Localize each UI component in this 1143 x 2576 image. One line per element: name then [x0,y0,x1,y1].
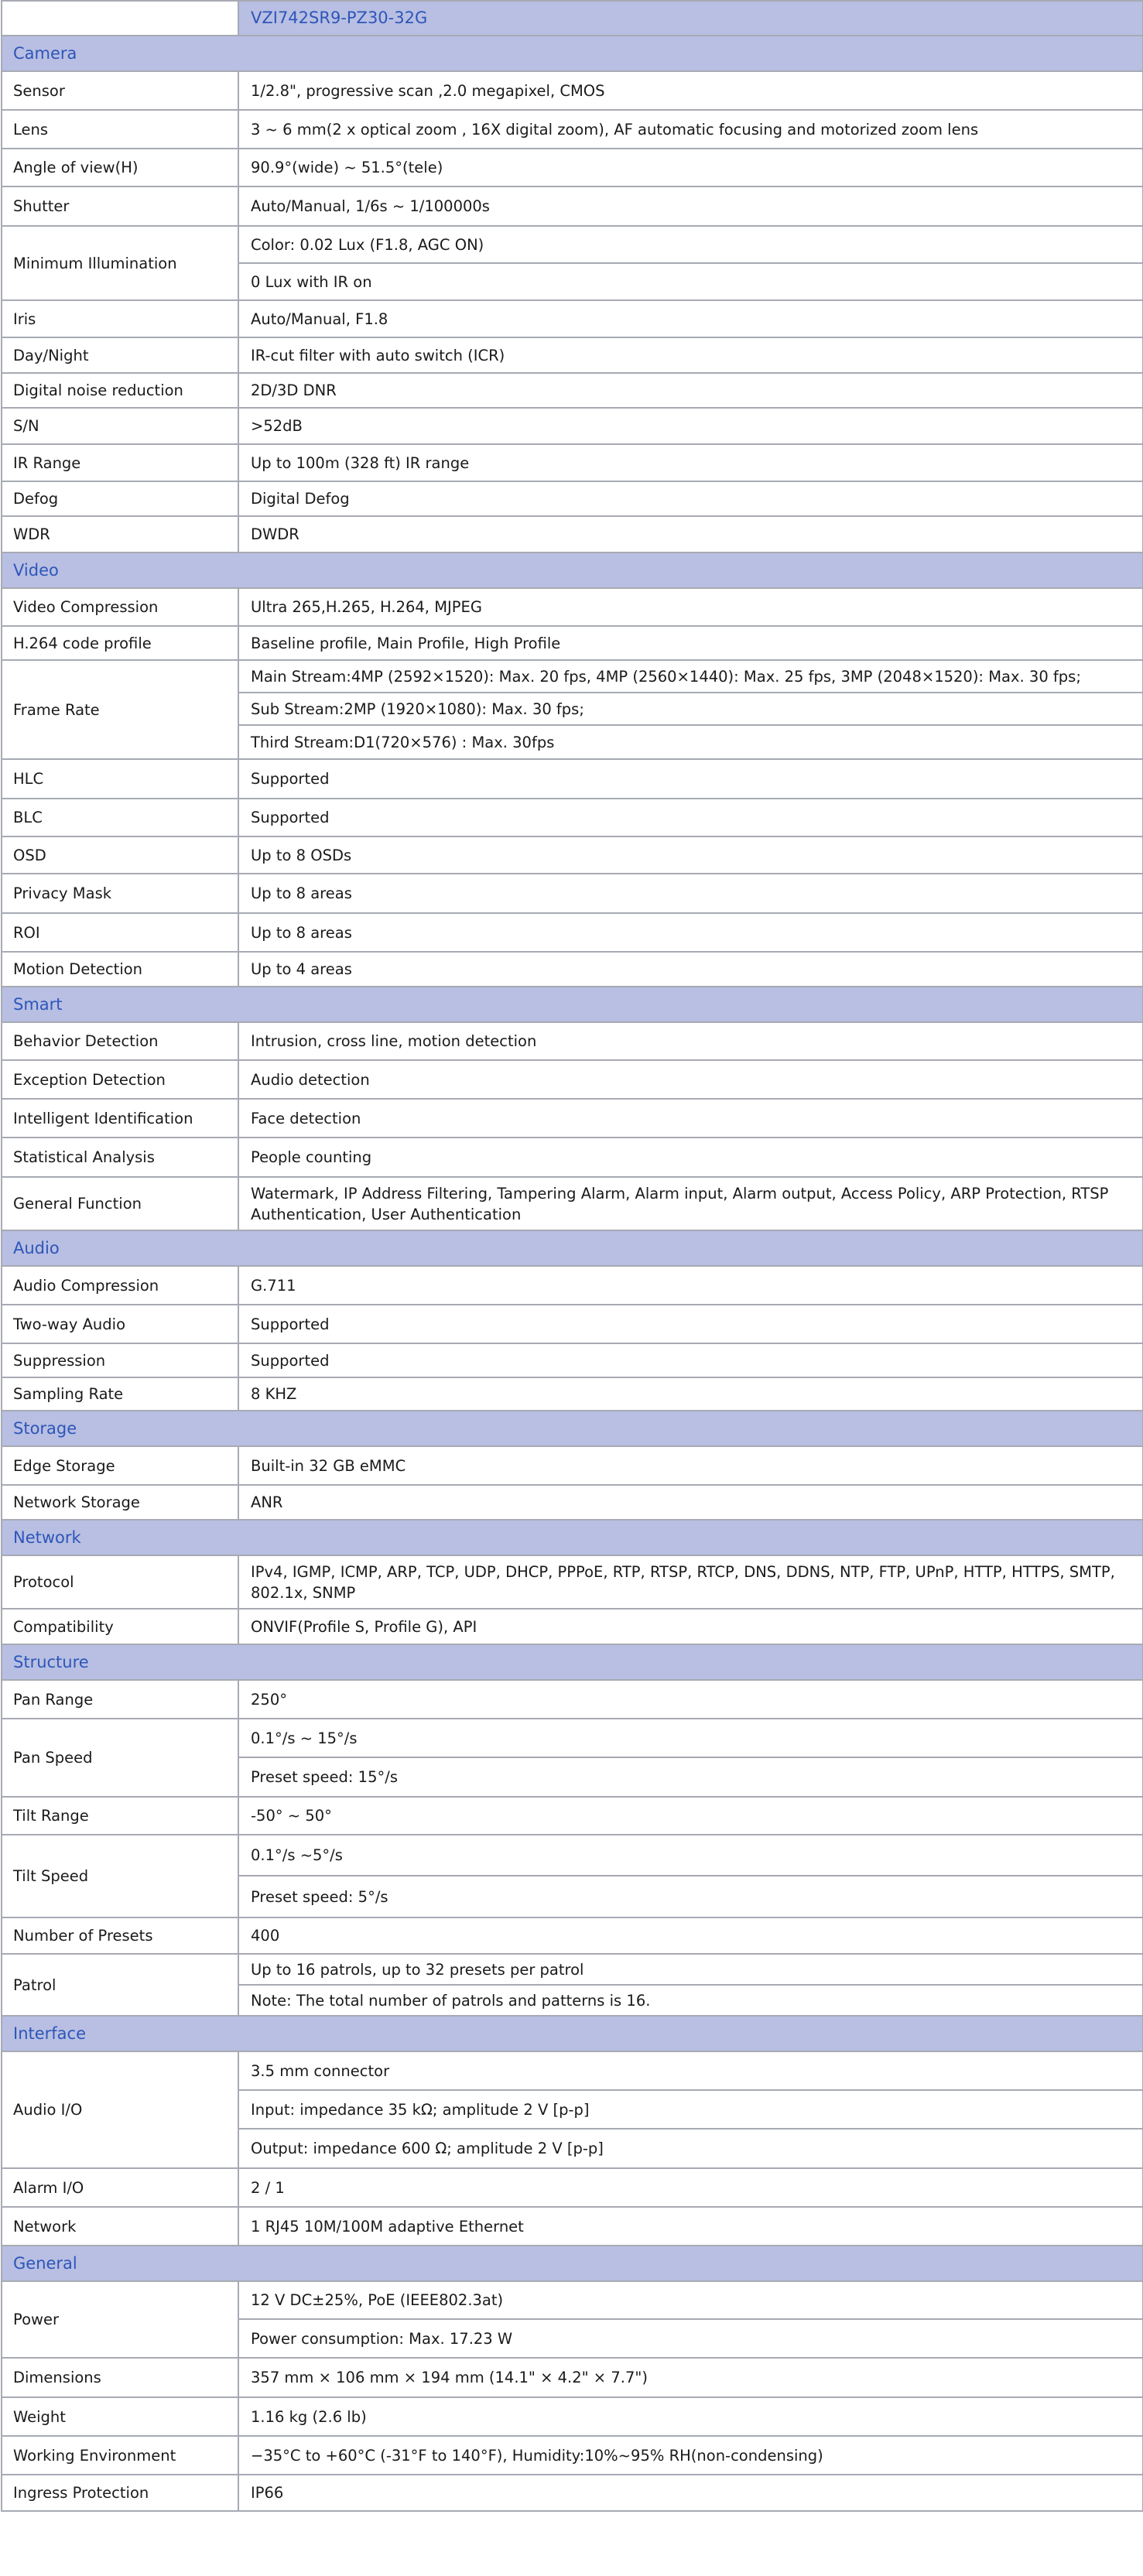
spec-row-lens [2,110,1143,149]
spec-row-iris [2,300,1143,337]
spec-value: Up to 8 areas [238,913,1143,952]
spec-value: 1/2.8", progressive scan ,2.0 megapixel, CMOS [238,71,1143,110]
spec-value: Ultra 265,H.265, H.264, MJPEG [238,588,1143,626]
spec-value: Preset speed: 5°/s [238,1876,1143,1917]
spec-value: Output: impedance 600 Ω; amplitude 2 V [p-p] [238,2129,1143,2168]
spec-label: S/N [2,408,238,444]
spec-label: Audio I/O [2,2051,238,2168]
spec-row-power [2,2281,1143,2319]
spec-label: IR Range [2,444,238,481]
spec-value: 3 ~ 6 mm(2 x optical zoom , 16X digital zoom), AF automatic focusing and motorized zoom lens [238,110,1143,149]
section-header-network [2,1520,1143,1555]
spec-value: 90.9°(wide) ~ 51.5°(tele) [238,149,1143,186]
spec-row-privacy-mask [2,874,1143,913]
spec-label: Network [2,2207,238,2246]
spec-value: 2D/3D DNR [238,373,1143,408]
spec-row-pan-speed [2,1719,1143,1757]
spec-label: Power [2,2281,238,2358]
section-header-camera [2,36,1143,71]
spec-table [1,0,1143,2512]
spec-label: Motion Detection [2,952,238,987]
spec-row-network [2,2207,1143,2246]
spec-row-wdr [2,516,1143,552]
section-header-structure [2,1644,1143,1680]
spec-label: Working Environment [2,2436,238,2475]
spec-value: Input: impedance 35 kΩ; amplitude 2 V [p-p] [238,2090,1143,2129]
spec-row-dimensions [2,2358,1143,2397]
spec-row-minimum-illumination [2,226,1143,263]
spec-row-angle-of-view-h [2,149,1143,186]
spec-label: Pan Speed [2,1719,238,1797]
section-title: Network [2,1520,1143,1555]
section-title: Storage [2,1411,1143,1446]
spec-row-s-n [2,408,1143,444]
spec-value: G.711 [238,1266,1143,1305]
spec-label: Iris [2,300,238,337]
spec-row-patrol [2,1954,1143,1985]
spec-row-defog [2,481,1143,516]
spec-value: Supported [238,1343,1143,1377]
spec-value: Color: 0.02 Lux (F1.8, AGC ON) [238,226,1143,263]
spec-value: Auto/Manual, 1/6s ~ 1/100000s [238,186,1143,226]
spec-row-ir-range [2,444,1143,481]
spec-row-intelligent-identification [2,1099,1143,1137]
spec-label: Frame Rate [2,660,238,759]
section-title: Interface [2,2016,1143,2051]
spec-label: Angle of view(H) [2,149,238,186]
spec-label: Two-way Audio [2,1305,238,1343]
spec-row-weight [2,2397,1143,2436]
spec-label: BLC [2,799,238,836]
section-title: Structure [2,1644,1143,1680]
spec-value: -50° ~ 50° [238,1797,1143,1835]
spec-label: Weight [2,2397,238,2436]
section-title: Smart [2,987,1143,1022]
spec-value: Audio detection [238,1060,1143,1099]
spec-row-sampling-rate [2,1377,1143,1411]
section-header-smart [2,987,1143,1022]
spec-value: Supported [238,1305,1143,1343]
spec-label: Defog [2,481,238,516]
spec-label: WDR [2,516,238,552]
spec-row-network-storage [2,1485,1143,1520]
spec-value: People counting [238,1137,1143,1177]
spec-row-pan-range [2,1680,1143,1719]
spec-value: Up to 16 patrols, up to 32 presets per patrol [238,1954,1143,1985]
spec-row-audio-compression [2,1266,1143,1305]
section-header-video [2,552,1143,588]
spec-row-hlc [2,759,1143,799]
spec-label: Digital noise reduction [2,373,238,408]
spec-row-motion-detection [2,952,1143,987]
spec-row-frame-rate [2,660,1143,693]
header-blank-cell [2,1,238,36]
spec-row-audio-i-o [2,2051,1143,2090]
spec-label: Intelligent Identification [2,1099,238,1137]
spec-label: Number of Presets [2,1917,238,1954]
spec-label: Patrol [2,1954,238,2016]
spec-value: IPv4, IGMP, ICMP, ARP, TCP, UDP, DHCP, PPPoE, RTP, RTSP, RTCP, DNS, DDNS, NTP, FTP, UPnP, HTTP, HTTPS, SMTP, 802.1x, SNMP [238,1555,1143,1609]
spec-label: Tilt Speed [2,1835,238,1917]
spec-value: Main Stream:4MP (2592×1520): Max. 20 fps, 4MP (2560×1440): Max. 25 fps, 3MP (2048×1520): Max. 30 fps; [238,660,1143,693]
spec-row-sensor [2,71,1143,110]
spec-label: Suppression [2,1343,238,1377]
spec-label: Ingress Protection [2,2475,238,2511]
spec-value: Preset speed: 15°/s [238,1757,1143,1797]
spec-label: Compatibility [2,1609,238,1644]
spec-label: Audio Compression [2,1266,238,1305]
spec-label: HLC [2,759,238,799]
spec-row-tilt-speed [2,1835,1143,1876]
model-name: VZI742SR9-PZ30-32G [238,1,1143,36]
spec-value: Auto/Manual, F1.8 [238,300,1143,337]
spec-label: Edge Storage [2,1446,238,1485]
spec-row-exception-detection [2,1060,1143,1099]
spec-label: Sensor [2,71,238,110]
section-title: General [2,2246,1143,2281]
spec-value: 8 KHZ [238,1377,1143,1411]
spec-value: 400 [238,1917,1143,1954]
spec-value: Built-in 32 GB eMMC [238,1446,1143,1485]
spec-label: H.264 code profile [2,626,238,660]
spec-row-protocol [2,1555,1143,1609]
spec-row-video-compression [2,588,1143,626]
spec-label: Alarm I/O [2,2168,238,2207]
spec-label: Day/Night [2,337,238,373]
spec-row-roi [2,913,1143,952]
spec-value: ANR [238,1485,1143,1520]
spec-value: IP66 [238,2475,1143,2511]
spec-value: 2 / 1 [238,2168,1143,2207]
spec-row-alarm-i-o [2,2168,1143,2207]
spec-table-body [2,1,1143,2511]
spec-value: 3.5 mm connector [238,2051,1143,2090]
spec-value: 1 RJ45 10M/100M adaptive Ethernet [238,2207,1143,2246]
spec-label: Dimensions [2,2358,238,2397]
spec-row-suppression [2,1343,1143,1377]
spec-row-digital-noise-reduction [2,373,1143,408]
spec-value: 250° [238,1680,1143,1719]
spec-label: Tilt Range [2,1797,238,1835]
section-title: Audio [2,1230,1143,1266]
spec-value: −35°C to +60°C (-31°F to 140°F), Humidity:10%~95% RH(non-condensing) [238,2436,1143,2475]
spec-label: Exception Detection [2,1060,238,1099]
spec-row-general-function [2,1177,1143,1230]
spec-value: 0.1°/s ~ 15°/s [238,1719,1143,1757]
spec-value: Note: The total number of patrols and patterns is 16. [238,1985,1143,2016]
spec-row-tilt-range [2,1797,1143,1835]
section-header-interface [2,2016,1143,2051]
spec-row-osd [2,836,1143,874]
section-header-audio [2,1230,1143,1266]
spec-value: >52dB [238,408,1143,444]
spec-value: Up to 8 OSDs [238,836,1143,874]
spec-row-edge-storage [2,1446,1143,1485]
spec-value: IR-cut filter with auto switch (ICR) [238,337,1143,373]
spec-value: DWDR [238,516,1143,552]
spec-label: Pan Range [2,1680,238,1719]
spec-row-day-night [2,337,1143,373]
spec-value: Third Stream:D1(720×576) : Max. 30fps [238,725,1143,759]
spec-row-two-way-audio [2,1305,1143,1343]
spec-label: ROI [2,913,238,952]
section-title: Video [2,552,1143,588]
spec-row-h-264-code-profile [2,626,1143,660]
spec-value: 0 Lux with IR on [238,263,1143,300]
spec-value: Intrusion, cross line, motion detection [238,1022,1143,1060]
spec-row-working-environment [2,2436,1143,2475]
spec-value: Up to 100m (328 ft) IR range [238,444,1143,481]
spec-label: Privacy Mask [2,874,238,913]
spec-label: Lens [2,110,238,149]
spec-value: 1.16 kg (2.6 lb) [238,2397,1143,2436]
spec-row-ingress-protection [2,2475,1143,2511]
spec-value: Digital Defog [238,481,1143,516]
section-title: Camera [2,36,1143,71]
spec-value: ONVIF(Profile S, Profile G), API [238,1609,1143,1644]
spec-value: Watermark, IP Address Filtering, Tampering Alarm, Alarm input, Alarm output, Access Policy, ARP Protection, RTSP Authentication, User Authentication [238,1177,1143,1230]
section-header-general [2,2246,1143,2281]
spec-label: Shutter [2,186,238,226]
spec-label: OSD [2,836,238,874]
spec-value: Baseline profile, Main Profile, High Profile [238,626,1143,660]
spec-value: 357 mm × 106 mm × 194 mm (14.1" × 4.2" × 7.7") [238,2358,1143,2397]
spec-value: Sub Stream:2MP (1920×1080): Max. 30 fps; [238,693,1143,725]
spec-value: Up to 8 areas [238,874,1143,913]
spec-value: 12 V DC±25%, PoE (IEEE802.3at) [238,2281,1143,2319]
spec-row-shutter [2,186,1143,226]
spec-label: Protocol [2,1555,238,1609]
spec-label: Behavior Detection [2,1022,238,1060]
spec-label: Statistical Analysis [2,1137,238,1177]
spec-row-number-of-presets [2,1917,1143,1954]
spec-label: Network Storage [2,1485,238,1520]
spec-row-statistical-analysis [2,1137,1143,1177]
spec-value: 0.1°/s ~5°/s [238,1835,1143,1876]
spec-value: Supported [238,759,1143,799]
spec-label: Sampling Rate [2,1377,238,1411]
spec-row-behavior-detection [2,1022,1143,1060]
spec-row-compatibility [2,1609,1143,1644]
spec-row-blc [2,799,1143,836]
spec-label: Minimum Illumination [2,226,238,300]
spec-value: Up to 4 areas [238,952,1143,987]
spec-value: Power consumption: Max. 17.23 W [238,2319,1143,2358]
spec-value: Supported [238,799,1143,836]
section-header-storage [2,1411,1143,1446]
spec-value: Face detection [238,1099,1143,1137]
spec-label: General Function [2,1177,238,1230]
spec-label: Video Compression [2,588,238,626]
model-header-row [2,1,1143,36]
